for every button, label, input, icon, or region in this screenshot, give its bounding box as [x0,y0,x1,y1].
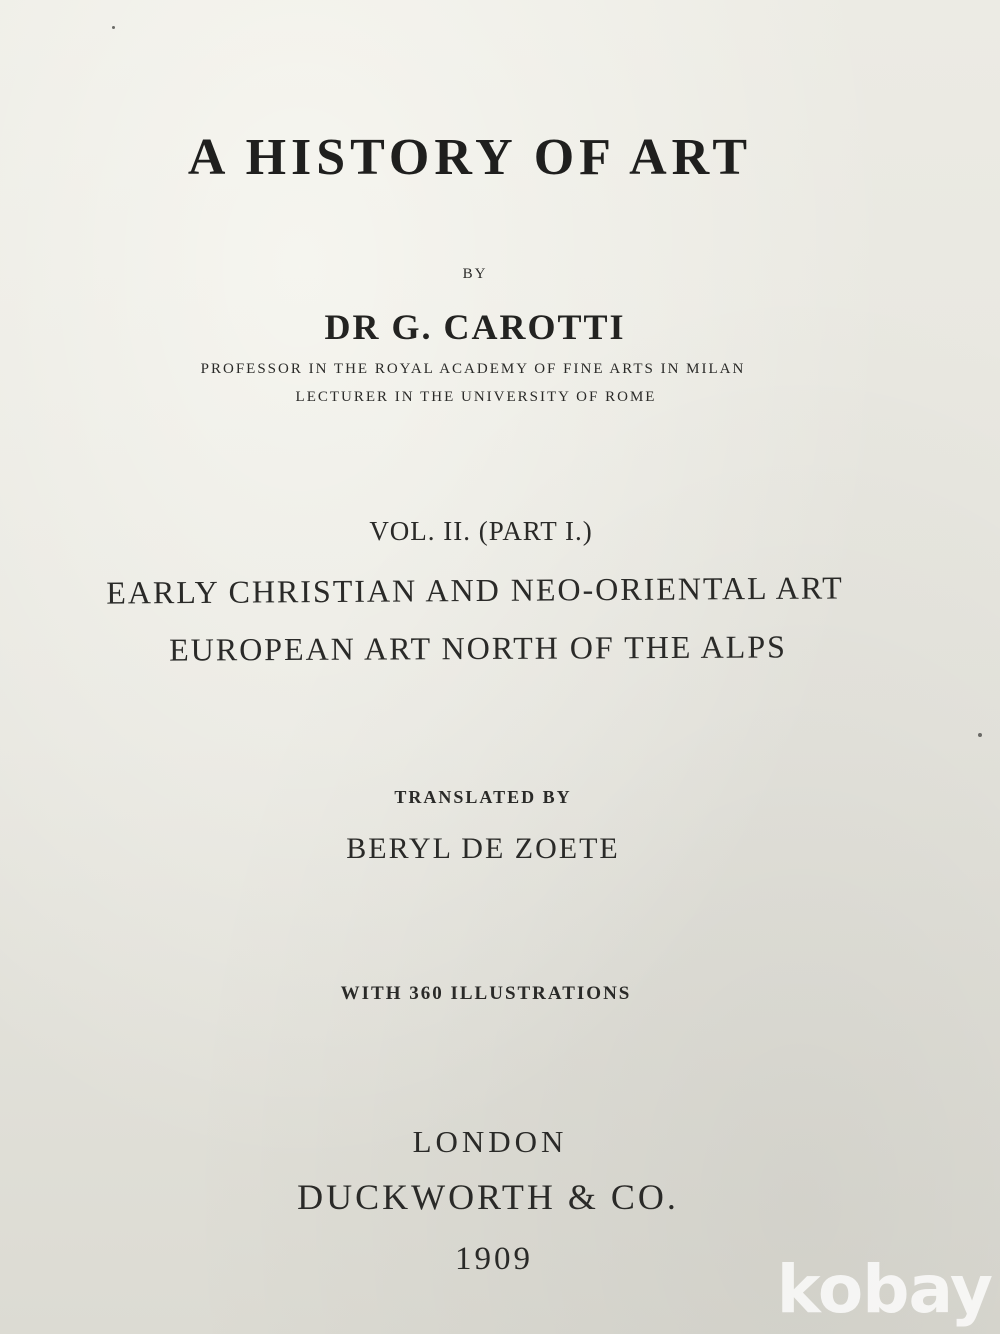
kobay-watermark: kobay [776,1251,992,1328]
author-credential-professor: PROFESSOR IN THE ROYAL ACADEMY OF FINE ARTS IN MILAN [200,361,746,377]
author-credential-lecturer: LECTURER IN THE UNIVERSITY OF ROME [295,389,657,405]
subtitle-european-art: EUROPEAN ART NORTH OF THE ALPS [169,628,787,668]
translated-by-label: TRANSLATED BY [394,787,572,807]
paper-speck [112,26,115,29]
author-name: DR G. CAROTTI [324,307,626,347]
subtitle-early-christian: EARLY CHRISTIAN AND NEO-ORIENTAL ART [106,569,844,611]
illustrations-note: WITH 360 ILLUSTRATIONS [340,983,632,1004]
paper-speck [978,733,982,737]
imprint-publisher: DUCKWORTH & CO. [297,1177,679,1217]
book-title: A HISTORY OF ART [187,129,753,186]
by-label: BY [462,266,488,282]
translator-name: BERYL DE ZOETE [346,832,620,865]
volume-label: VOL. II. (PART I.) [369,516,593,546]
imprint-year: 1909 [455,1241,533,1277]
imprint-city: LONDON [412,1124,568,1159]
